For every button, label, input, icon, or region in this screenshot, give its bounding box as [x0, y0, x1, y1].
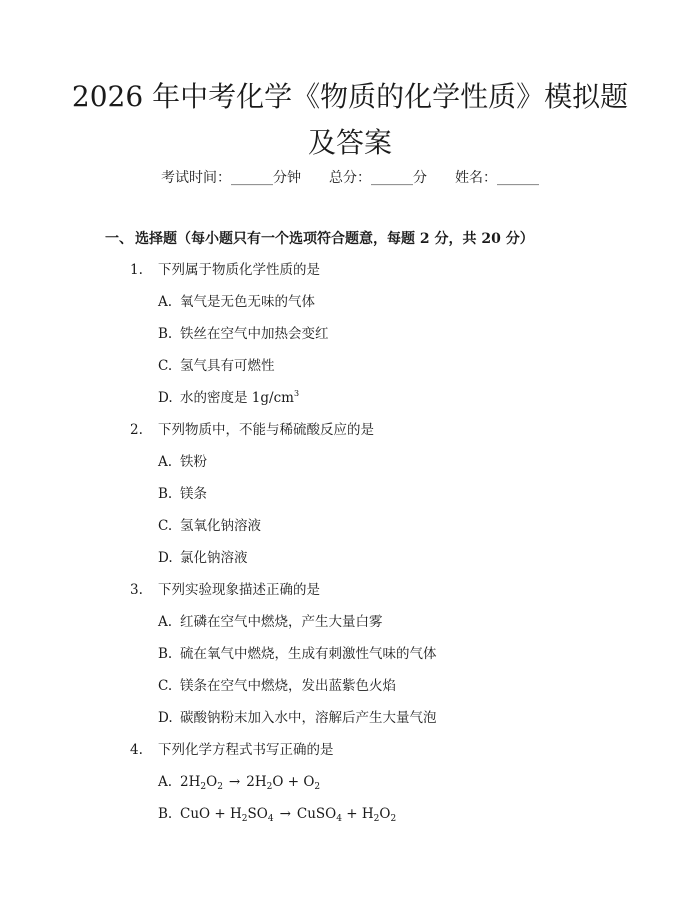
- option-letter: C.: [158, 678, 173, 694]
- question-stem: 下列物质中，不能与稀硫酸反应的是: [158, 422, 374, 438]
- score-blank: ______: [371, 170, 413, 186]
- name-blank: ______: [497, 170, 539, 186]
- section-title: 选择题（每小题只有一个选项符合题意，每题 2 分，共 20 分）: [135, 231, 534, 247]
- option-letter: C.: [158, 518, 173, 534]
- equation: CuO + $H_2SO_4$ → CuSO$_4$ + $H_2O_2$: [180, 806, 396, 822]
- name-label: 姓名：: [455, 170, 497, 186]
- option-text: 镁条: [180, 486, 207, 502]
- question-number: 2.: [130, 422, 143, 438]
- time-label: 考试时间：: [161, 170, 231, 186]
- question-stem: 下列实验现象描述正确的是: [158, 582, 320, 598]
- page-title: [60, 74, 640, 166]
- section-heading: [105, 228, 534, 250]
- option-letter: D.: [158, 550, 173, 566]
- option-letter: B.: [158, 326, 173, 342]
- option-2a: [158, 451, 207, 473]
- option-1b: [158, 323, 329, 345]
- option-text: 铁丝在空气中加热会变红: [180, 326, 329, 342]
- option-1c: [158, 355, 275, 377]
- option-text: 氯化钠溶液: [180, 550, 248, 566]
- time-unit: 分钟: [273, 170, 301, 186]
- option-4a: [158, 771, 320, 793]
- option-letter: B.: [158, 646, 173, 662]
- option-4b: [158, 803, 396, 825]
- time-blank: ______: [231, 170, 273, 186]
- option-3a: [158, 611, 383, 633]
- option-3d: [158, 707, 437, 729]
- option-letter: D.: [158, 710, 173, 726]
- option-letter: A.: [158, 294, 173, 310]
- option-3b: [158, 643, 437, 665]
- exam-info-line: [0, 167, 700, 189]
- question-2: [130, 419, 374, 441]
- title-line-1: 2026 年中考化学《物质的化学性质》模拟题: [71, 80, 629, 113]
- option-text: 硫在氧气中燃烧，生成有刺激性气味的气体: [180, 646, 437, 662]
- option-text: 镁条在空气中燃烧，发出蓝紫色火焰: [180, 678, 396, 694]
- arrow-icon: →: [279, 806, 291, 822]
- question-number: 1.: [130, 262, 143, 278]
- option-2c: [158, 515, 261, 537]
- question-stem: 下列化学方程式书写正确的是: [158, 742, 334, 758]
- option-2b: [158, 483, 207, 505]
- arrow-icon: →: [228, 774, 241, 790]
- option-1a: [158, 291, 315, 313]
- option-letter: A.: [158, 454, 173, 470]
- option-letter: A.: [158, 614, 173, 630]
- option-text: 氢气具有可燃性: [180, 358, 275, 374]
- option-text: 氢氧化钠溶液: [180, 518, 261, 534]
- question-1: [130, 259, 320, 281]
- option-2d: [158, 547, 248, 569]
- score-unit: 分: [413, 170, 427, 186]
- option-letter: C.: [158, 358, 173, 374]
- option-text: 红磷在空气中燃烧，产生大量白雾: [180, 614, 383, 630]
- option-letter: D.: [158, 390, 173, 406]
- option-text: 铁粉: [180, 454, 207, 470]
- option-text: 水的密度是 1g/cm: [180, 390, 294, 406]
- question-number: 3.: [130, 582, 143, 598]
- option-letter: B.: [158, 806, 173, 822]
- section-number: 一、: [105, 231, 133, 247]
- score-label: 总分：: [329, 170, 371, 186]
- question-3: [130, 579, 320, 601]
- option-letter: A.: [158, 774, 173, 790]
- option-letter: B.: [158, 486, 173, 502]
- superscript: 3: [293, 389, 300, 398]
- question-number: 4.: [130, 742, 143, 758]
- title-line-2: 及答案: [307, 126, 392, 159]
- option-3c: [158, 675, 396, 697]
- option-text: 碳酸钠粉末加入水中，溶解后产生大量气泡: [180, 710, 437, 726]
- option-text: 氧气是无色无味的气体: [180, 294, 315, 310]
- question-stem: 下列属于物质化学性质的是: [158, 262, 320, 278]
- question-4: [130, 739, 334, 761]
- option-1d: [158, 387, 299, 409]
- equation: $2H_2O_2 \to 2H_2O + O_2$: [180, 774, 320, 790]
